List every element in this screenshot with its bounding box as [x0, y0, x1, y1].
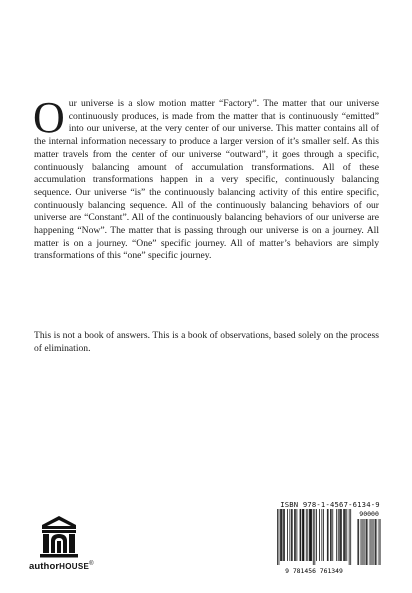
barcode-bar	[336, 509, 337, 561]
barcode-addon-bar	[373, 519, 374, 565]
publisher-logo	[29, 515, 109, 575]
barcode-addon-bar	[371, 519, 372, 565]
barcode-addon-bar	[370, 519, 371, 565]
barcode-bar	[304, 509, 305, 561]
barcode-bar	[302, 509, 303, 561]
barcode-addon-bar	[362, 519, 363, 565]
barcode-bar	[338, 509, 339, 561]
barcode-addon-bar	[367, 519, 368, 565]
barcode-bar	[345, 509, 346, 561]
barcode-bar	[289, 509, 290, 561]
blurb-paragraph-1-text: ur universe is a slow motion matter “Factory”. The matter that our universe continuously produces, is made from the matter that is continuously “emitted” into our universe, at the very center of our universe. This matter contains all of the internal information necessary to produce a larger version of it’s smaller self. As this matter travels from the center of our universe “outward”, it goes through a specific, continuously balancing amount of accumulation transformations. All of these accumulation transformations happen in a very specific, continuously balancing sequence. Our universe “is” the continuously balancing activity of this entire specific, continuously balancing sequence. All of the continuously balancing behaviors of our universe are “Constant”. All of the continuously balancing behaviors of our universe are happening “Now”. The matter that is passing through our universe is on a journey. All matter is on a journey. “One” specific journey. All of matter’s behaviors are simply transformations of this “one” specific journey.	[34, 98, 379, 262]
barcode-bar	[310, 509, 311, 561]
barcode-bar	[331, 509, 332, 561]
barcode-bar	[303, 509, 304, 561]
barcode-addon-bar	[368, 519, 369, 565]
blurb-paragraph-1	[33, 93, 379, 263]
barcode-addon-bar	[364, 519, 365, 565]
barcode-bar	[291, 509, 292, 561]
ean-digits: 9 781456 761349	[285, 567, 343, 575]
barcode-addon-bar	[379, 519, 380, 565]
blurb-paragraph-2: This is not a book of answers. This is a book of observations, based solely on the process of elimination.	[34, 330, 379, 354]
barcode-addon-bar	[379, 519, 380, 565]
barcode-bar	[346, 509, 347, 561]
barcode-addon-bar	[362, 519, 363, 565]
barcode-bar	[314, 509, 315, 565]
barcode-bar	[297, 509, 298, 561]
price-code: 90000	[359, 510, 379, 518]
barcode-bar	[287, 509, 288, 561]
barcode-bar	[344, 509, 345, 561]
barcode-bar	[292, 509, 293, 561]
barcode-addon-bar	[370, 519, 371, 565]
barcode-graphic	[269, 509, 391, 578]
barcode-bar	[283, 509, 284, 561]
barcode-addon-bar	[361, 519, 362, 565]
barcode-bar	[282, 509, 283, 561]
barcode-bar	[300, 509, 301, 561]
authorhouse-logo-icon	[38, 515, 80, 559]
barcode-bar	[328, 509, 329, 561]
barcode-bar	[327, 509, 328, 561]
barcode-bar	[323, 509, 324, 561]
isbn-barcode	[269, 500, 391, 578]
barcode-bar	[350, 509, 351, 565]
barcode-bar	[300, 509, 301, 561]
barcode-bar	[340, 509, 341, 561]
barcode-bar	[277, 509, 278, 565]
barcode-addon-bar	[376, 519, 377, 565]
barcode-addon-bar	[363, 519, 364, 565]
barcode-addon-bar	[380, 519, 381, 565]
barcode-addon-bar	[375, 519, 376, 565]
barcode-addon-bar	[377, 519, 378, 565]
barcode-bar	[341, 509, 342, 561]
barcode-addon-bar	[366, 519, 367, 565]
barcode-bar	[311, 509, 312, 561]
barcode-addon-bar	[372, 519, 373, 565]
barcode-addon-bar	[357, 519, 358, 565]
barcode-bar	[316, 509, 317, 561]
barcode-addon-bar	[359, 519, 360, 565]
barcode-bar	[330, 509, 331, 561]
barcode-bar	[280, 509, 281, 561]
barcode-bar	[295, 509, 296, 561]
drop-cap: O	[33, 93, 65, 142]
barcode-bar	[332, 509, 333, 561]
barcode-bar	[281, 509, 282, 561]
barcode-bar	[313, 509, 314, 565]
barcode-bar	[311, 509, 312, 561]
barcode-bar	[339, 509, 340, 561]
barcode-bar	[279, 509, 280, 565]
barcode-addon-bar	[375, 519, 376, 565]
barcode-bar	[309, 509, 310, 561]
barcode-addon-bar	[366, 519, 367, 565]
barcode-bar	[284, 509, 285, 561]
barcode-bar	[319, 509, 320, 561]
isbn-label: ISBN 978-1-4567-6134-9	[280, 500, 380, 509]
barcode-bar	[294, 509, 295, 561]
barcode-bar	[349, 509, 350, 565]
barcode-bar	[343, 509, 344, 561]
barcode-bar	[306, 509, 307, 561]
barcode-bar	[321, 509, 322, 561]
barcode-addon-bar	[358, 519, 359, 565]
barcode-bar	[307, 509, 308, 561]
publisher-wordmark: authorHOUSE®	[29, 561, 94, 572]
